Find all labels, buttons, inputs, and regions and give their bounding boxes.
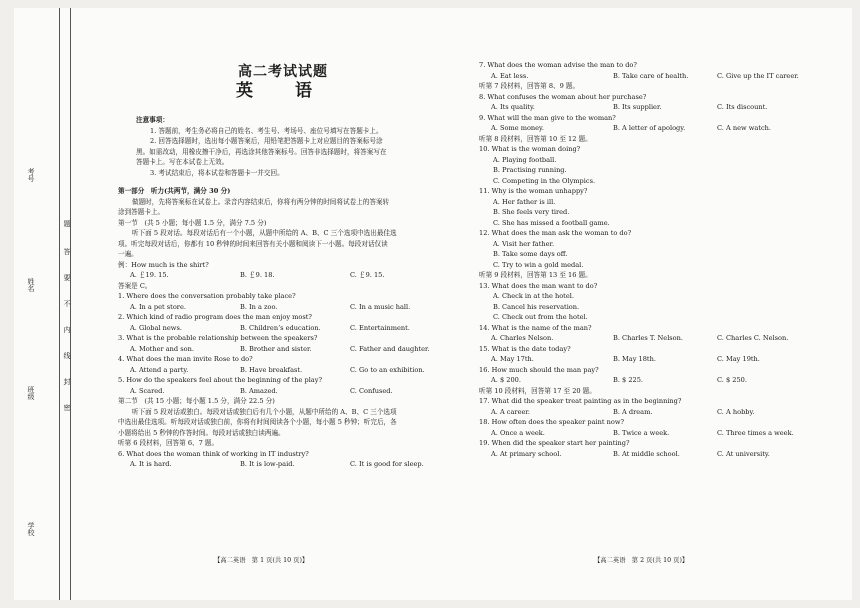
option: B. Children’s education. bbox=[240, 323, 321, 332]
option: C. Confused. bbox=[350, 386, 393, 395]
seal-char: 线 bbox=[63, 352, 71, 359]
option: B. Twice a week. bbox=[613, 428, 670, 437]
option: B. May 18th. bbox=[613, 355, 656, 363]
section1-desc: 项。听完每段对话后，你都有 10 秒钟的时间来回答有关小题和阅读下一小题。每段对话仅读 bbox=[118, 239, 388, 248]
option: A. $ 200. bbox=[491, 376, 521, 384]
option: C. Check out from the hotel. bbox=[493, 313, 588, 321]
option: B. A letter of apology. bbox=[613, 124, 686, 132]
question-text: 6. What does the woman think of working in IT industry? bbox=[118, 449, 309, 458]
seal-char: 题 bbox=[63, 220, 71, 227]
option: C. In a music hall. bbox=[350, 302, 411, 311]
question-text: 1. Where does the conversation probably take place? bbox=[118, 292, 296, 300]
material-instruction: 听第 7 段材料，回答第 8、9 题。 bbox=[479, 82, 580, 90]
option: B. Take some days off. bbox=[493, 250, 568, 258]
option: A. Once a week. bbox=[491, 428, 545, 437]
question-options bbox=[118, 302, 448, 313]
example-question: 例：How much is the shirt? bbox=[118, 260, 209, 269]
question-text: 4. What does the man invite Rose to do? bbox=[118, 355, 253, 363]
question-text: 17. What did the speaker treat painting as in the beginning? bbox=[479, 397, 682, 405]
question-options bbox=[479, 407, 829, 418]
question-text: 13. What does the man want to do? bbox=[479, 281, 598, 290]
option: C. May 19th. bbox=[717, 355, 760, 363]
question-options bbox=[118, 459, 448, 470]
question-options bbox=[479, 375, 829, 386]
notice-heading: 注意事项： bbox=[136, 116, 169, 124]
section1-desc: 听下面 5 段对话。每段对话后有一个小题，从题中所给的 A、B、C 三个选项中选出最佳选 bbox=[132, 229, 397, 237]
question-text: 14. What is the name of the man? bbox=[479, 323, 592, 332]
question-options bbox=[118, 365, 448, 376]
page-2-footer: 【高二英语 第 2 页(共 10 页)】 bbox=[594, 557, 689, 564]
option: C. At university. bbox=[717, 449, 770, 458]
notice-line: 1. 答题前，考生务必将自己的姓名、考生号、考场号、座位号填写在答题卡上。 bbox=[150, 126, 383, 135]
part1-heading: 第一部分 听力(共两节，满分 30 分) bbox=[118, 187, 231, 195]
question-text: 8. What confuses the woman about her purchase? bbox=[479, 92, 647, 101]
option: A. It is hard. bbox=[130, 460, 172, 468]
option: C. Three times a week. bbox=[717, 428, 794, 437]
option: B. Charles T. Nelson. bbox=[613, 334, 683, 342]
option: B. She feels very tired. bbox=[493, 208, 570, 216]
page-1-footer: 【高二英语 第 1 页(共 10 页)】 bbox=[214, 557, 309, 564]
option: A. Its quality. bbox=[491, 103, 535, 111]
name-field: 姓名 bbox=[27, 278, 35, 292]
option: C. It is good for sleep. bbox=[350, 460, 424, 468]
option: B. Its supplier. bbox=[613, 103, 662, 111]
question-text: 7. What does the woman advise the man to do? bbox=[479, 61, 637, 69]
subject-title: 英 语 bbox=[236, 81, 330, 101]
question-options bbox=[479, 71, 829, 82]
option: C. Try to win a gold medal. bbox=[493, 260, 584, 269]
option: C. She has missed a football game. bbox=[493, 218, 610, 227]
option: A. Check in at the hotel. bbox=[493, 292, 574, 300]
question-text: 10. What is the woman doing? bbox=[479, 145, 581, 153]
question-options bbox=[479, 102, 829, 113]
question-options bbox=[118, 344, 448, 355]
section2-desc: 小题将给出 5 秒钟的作答时间。每段对话或独白读两遍。 bbox=[118, 428, 285, 437]
option: B. A dream. bbox=[613, 407, 653, 416]
option: C. Go to an exhibition. bbox=[350, 365, 425, 374]
option: C. A new watch. bbox=[717, 124, 772, 132]
section2-desc: 中选出最佳选项。听每段对话或独白前，你将有时间阅读各个小题，每小题 5 秒钟；听完后，各 bbox=[118, 418, 397, 426]
seal-char: 封 bbox=[63, 378, 71, 385]
section1-heading: 第一节 (共 5 小题；每小题 1.5 分，满分 7.5 分) bbox=[118, 218, 267, 227]
option: C. Its discount. bbox=[717, 103, 768, 111]
material-instruction: 听第 9 段材料，回答第 13 至 16 题。 bbox=[479, 271, 592, 279]
option: B. Cancel his reservation. bbox=[493, 302, 580, 311]
example-answer: 答案是 C。 bbox=[118, 281, 152, 290]
question-text: 18. How often does the speaker paint now? bbox=[479, 418, 625, 426]
option: A. Attend a party. bbox=[130, 365, 189, 374]
option: C. Competing in the Olympics. bbox=[493, 176, 596, 185]
option: A. A career. bbox=[491, 407, 530, 416]
option: C. $ 250. bbox=[717, 376, 747, 384]
option: C. ￡9. 15. bbox=[350, 271, 385, 279]
option: B. Have breakfast. bbox=[240, 365, 303, 374]
question-options bbox=[118, 323, 448, 334]
option: A. Eat less. bbox=[491, 71, 529, 80]
question-options bbox=[479, 449, 829, 460]
seal-char: 不 bbox=[63, 300, 71, 307]
option: A. Charles Nelson. bbox=[491, 334, 554, 342]
option: B. Practising running. bbox=[493, 166, 567, 174]
section2-heading: 第二节 (共 15 小题；每小题 1.5 分，满分 22.5 分) bbox=[118, 397, 275, 405]
option: A. Mother and son. bbox=[130, 344, 194, 353]
school-field: 学校 bbox=[27, 522, 35, 536]
page-1 bbox=[118, 8, 448, 470]
option: A. Her father is ill. bbox=[493, 197, 556, 206]
option: A. ￡19. 15. bbox=[130, 271, 169, 279]
option: C. Father and daughter. bbox=[350, 344, 430, 353]
section1-desc: 一遍。 bbox=[118, 250, 138, 258]
option: A. Global news. bbox=[130, 323, 182, 332]
part1-desc: 做题时，先将答案标在试卷上。录音内容结束后，你将有两分钟的时间将试卷上的答案转 bbox=[132, 197, 390, 206]
question-options bbox=[118, 386, 448, 397]
question-options bbox=[479, 428, 829, 439]
notice-line: 2. 回答选择题时，选出每小题答案后，用铅笔把答题卡上对应题目的答案标号涂 bbox=[150, 137, 383, 145]
seal-char: 内 bbox=[63, 326, 71, 333]
question-text: 9. What will the man give to the woman? bbox=[479, 113, 616, 122]
seal-char: 答 bbox=[63, 248, 71, 255]
option: C. Entertainment. bbox=[350, 323, 410, 332]
question-text: 12. What does the man ask the woman to do? bbox=[479, 229, 632, 237]
question-text: 16. How much should the man pay? bbox=[479, 365, 599, 374]
option: A. In a pet store. bbox=[130, 302, 186, 311]
exam-title: 高二考试试题 bbox=[238, 64, 328, 80]
binding-rail bbox=[14, 8, 84, 600]
question-text: 15. What is the date today? bbox=[479, 344, 571, 353]
notice-line: 答题卡上。写在本试卷上无效。 bbox=[136, 158, 229, 166]
question-text: 11. Why is the woman unhappy? bbox=[479, 187, 588, 195]
seal-char: 要 bbox=[63, 274, 71, 281]
exam-number-field: 考号 bbox=[27, 168, 35, 182]
question-text: 19. When did the speaker start her painting? bbox=[479, 439, 630, 447]
option: A. At primary school. bbox=[491, 449, 562, 458]
class-field: 班级 bbox=[27, 386, 35, 400]
option: B. Amazed. bbox=[240, 386, 278, 395]
material-instruction: 听第 10 段材料，回答第 17 至 20 题。 bbox=[479, 386, 596, 395]
material-instruction: 听第 6 段材料，回答第 6、7 题。 bbox=[118, 439, 219, 447]
option: A. Visit her father. bbox=[493, 239, 555, 248]
part1-desc: 涂到答题卡上。 bbox=[118, 208, 165, 216]
option: B. At middle school. bbox=[613, 449, 680, 458]
section2-desc: 听下面 5 段对话或独白。每段对话或独白后有几个小题，从题中所给的 A、B、C 三个选项 bbox=[132, 407, 397, 416]
option: A. Some money. bbox=[491, 124, 545, 132]
option: A. May 17th. bbox=[491, 355, 534, 363]
option: B. $ 225. bbox=[613, 376, 644, 384]
option: B. It is low-paid. bbox=[240, 460, 295, 468]
option: A. Scared. bbox=[130, 386, 165, 395]
question-options bbox=[479, 123, 829, 134]
option: B. In a zoo. bbox=[240, 302, 278, 311]
question-options bbox=[479, 333, 829, 344]
question-options bbox=[479, 354, 829, 365]
seal-char: 密 bbox=[63, 404, 71, 411]
material-instruction: 听第 8 段材料，回答第 10 至 12 题。 bbox=[479, 134, 592, 143]
option: C. A hobby. bbox=[717, 407, 755, 416]
question-text: 5. How do the speakers feel about the beginning of the play? bbox=[118, 376, 322, 384]
notice-line: 黑。如需改动，用橡皮擦干净后，再选涂其他答案标号。回答非选择题时，将答案写在 bbox=[136, 147, 387, 156]
option: C. Give up the IT career. bbox=[717, 71, 799, 80]
option: B. Brother and sister. bbox=[240, 344, 312, 353]
question-text: 3. What is the probable relationship between the speakers? bbox=[118, 334, 318, 342]
option: A. Playing football. bbox=[493, 155, 557, 164]
option: B. ￡9. 18. bbox=[240, 271, 275, 279]
question-text: 2. Which kind of radio program does the man enjoy most? bbox=[118, 313, 312, 321]
page-2 bbox=[479, 8, 829, 459]
example-options bbox=[118, 270, 448, 281]
option: B. Take care of health. bbox=[613, 71, 689, 80]
option: C. Charles C. Nelson. bbox=[717, 334, 789, 342]
notice-line: 3. 考试结束后，将本试卷和答题卡一并交回。 bbox=[150, 168, 284, 177]
exam-sheet bbox=[14, 8, 852, 600]
